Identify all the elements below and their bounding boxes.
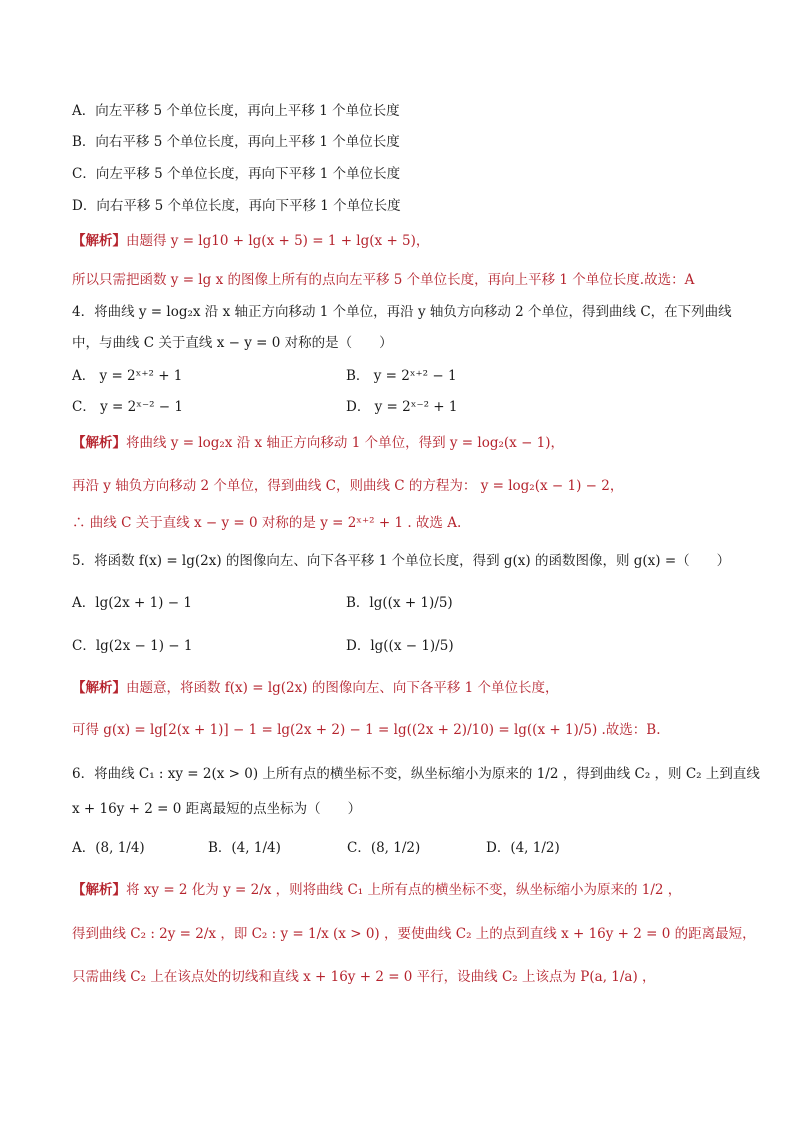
q6-analysis-line-2: 得到曲线 C₂ : 2y = 2/x ，即 C₂ : y = 1/x (x > 0) ，要使曲线 C₂ 上的点到直线 x + 16y + 2 = 0 的距离最短， (72, 926, 756, 942)
q4-stem-line-1: 4．将曲线 y = log₂x 沿 x 轴正方向移动 1 个单位，再沿 y 轴负方向移动 2 个单位，得到曲线 C，在下列曲线 (72, 304, 732, 320)
q4-analysis-line-1 (72, 433, 564, 453)
q5-stem: 5．将函数 f(x) = lg(2x) 的图像向左、向下各平移 1 个单位长度，得到 g(x) 的函数图像，则 g(x) =（ ） (72, 553, 731, 569)
q6-option-b: B．(4, 1/4) (208, 840, 281, 856)
q3-analysis-line-2: 所以只需把函数 y = lg x 的图像上所有的点向左平移 5 个单位长度，再向上平移 1 个单位长度.故选：A (72, 272, 695, 288)
q4-option-a: A． y = 2ˣ⁺² + 1 (72, 368, 183, 384)
analysis-tag: 【解析】 (72, 233, 126, 249)
q6-stem-line-2: x + 16y + 2 = 0 距离最短的点坐标为（ ） (72, 801, 362, 817)
q6-option-c: C．(8, 1/2) (347, 840, 421, 856)
q6-stem-line-1: 6．将曲线 C₁ : xy = 2(x > 0) 上所有点的横坐标不变，纵坐标缩小为原来的 1/2 ，得到曲线 C₂ ，则 C₂ 上到直线 (72, 766, 760, 782)
q3-analysis-line-1 (72, 231, 429, 251)
q5-option-b: B．lg((x + 1)/5) (346, 595, 453, 611)
q4-option-b: B． y = 2ˣ⁺² − 1 (346, 368, 457, 384)
q6-option-d: D．(4, 1/2) (486, 840, 560, 856)
q4-analysis-line-2: 再沿 y 轴负方向移动 2 个单位，得到曲线 C，则曲线 C 的方程为： y = log₂(x − 1) − 2， (72, 478, 624, 494)
q6-option-a: A．(8, 1/4) (72, 840, 145, 856)
q4-analysis-line-3: ∴ 曲线 C 关于直线 x − y = 0 对称的是 y = 2ˣ⁺² + 1 . 故选 A. (72, 515, 462, 531)
analysis-tag: 【解析】 (72, 680, 126, 696)
q6-analysis-line-1 (72, 880, 681, 900)
q3-option-d: D．向右平移 5 个单位长度，再向下平移 1 个单位长度 (72, 198, 401, 214)
q3-option-c: C．向左平移 5 个单位长度，再向下平移 1 个单位长度 (72, 166, 401, 182)
q5-option-c: C．lg(2x − 1) − 1 (72, 638, 193, 654)
q6-analysis-text-1: 将 xy = 2 化为 y = 2/x ，则将曲线 C₁ 上所有点的横坐标不变，纵坐标缩小为原来的 1/2 ， (126, 882, 682, 898)
q3-option-a: A．向左平移 5 个单位长度，再向上平移 1 个单位长度 (72, 103, 400, 119)
q3-analysis-text-1: 由题得 y = lg10 + lg(x + 5) = 1 + lg(x + 5)， (126, 233, 430, 249)
q5-analysis-line-2: 可得 g(x) = lg[2(x + 1)] − 1 = lg(2x + 2) − 1 = lg((2x + 2)/10) = lg((x + 1)/5) .故选：B. (72, 722, 661, 738)
q4-stem-line-2: 中，与曲线 C 关于直线 x − y = 0 对称的是（ ） (72, 335, 393, 351)
analysis-tag: 【解析】 (72, 882, 126, 898)
q6-analysis-line-3: 只需曲线 C₂ 上在该点处的切线和直线 x + 16y + 2 = 0 平行，设曲线 C₂ 上该点为 P(a, 1/a) ， (72, 969, 656, 985)
analysis-tag: 【解析】 (72, 435, 126, 451)
q3-option-b: B．向右平移 5 个单位长度，再向上平移 1 个单位长度 (72, 134, 400, 150)
q5-analysis-line-1 (72, 678, 559, 698)
q4-analysis-text-1: 将曲线 y = log₂x 沿 x 轴正方向移动 1 个单位，得到 y = log₂(x − 1)， (126, 435, 565, 451)
q5-option-d: D．lg((x − 1)/5) (346, 638, 454, 654)
q5-option-a: A．lg(2x + 1) − 1 (72, 595, 192, 611)
q4-option-d: D． y = 2ˣ⁻² + 1 (346, 399, 458, 415)
q4-option-c: C． y = 2ˣ⁻² − 1 (72, 399, 183, 415)
q5-analysis-text-1: 由题意，将函数 f(x) = lg(2x) 的图像向左、向下各平移 1 个单位长度， (126, 680, 559, 696)
